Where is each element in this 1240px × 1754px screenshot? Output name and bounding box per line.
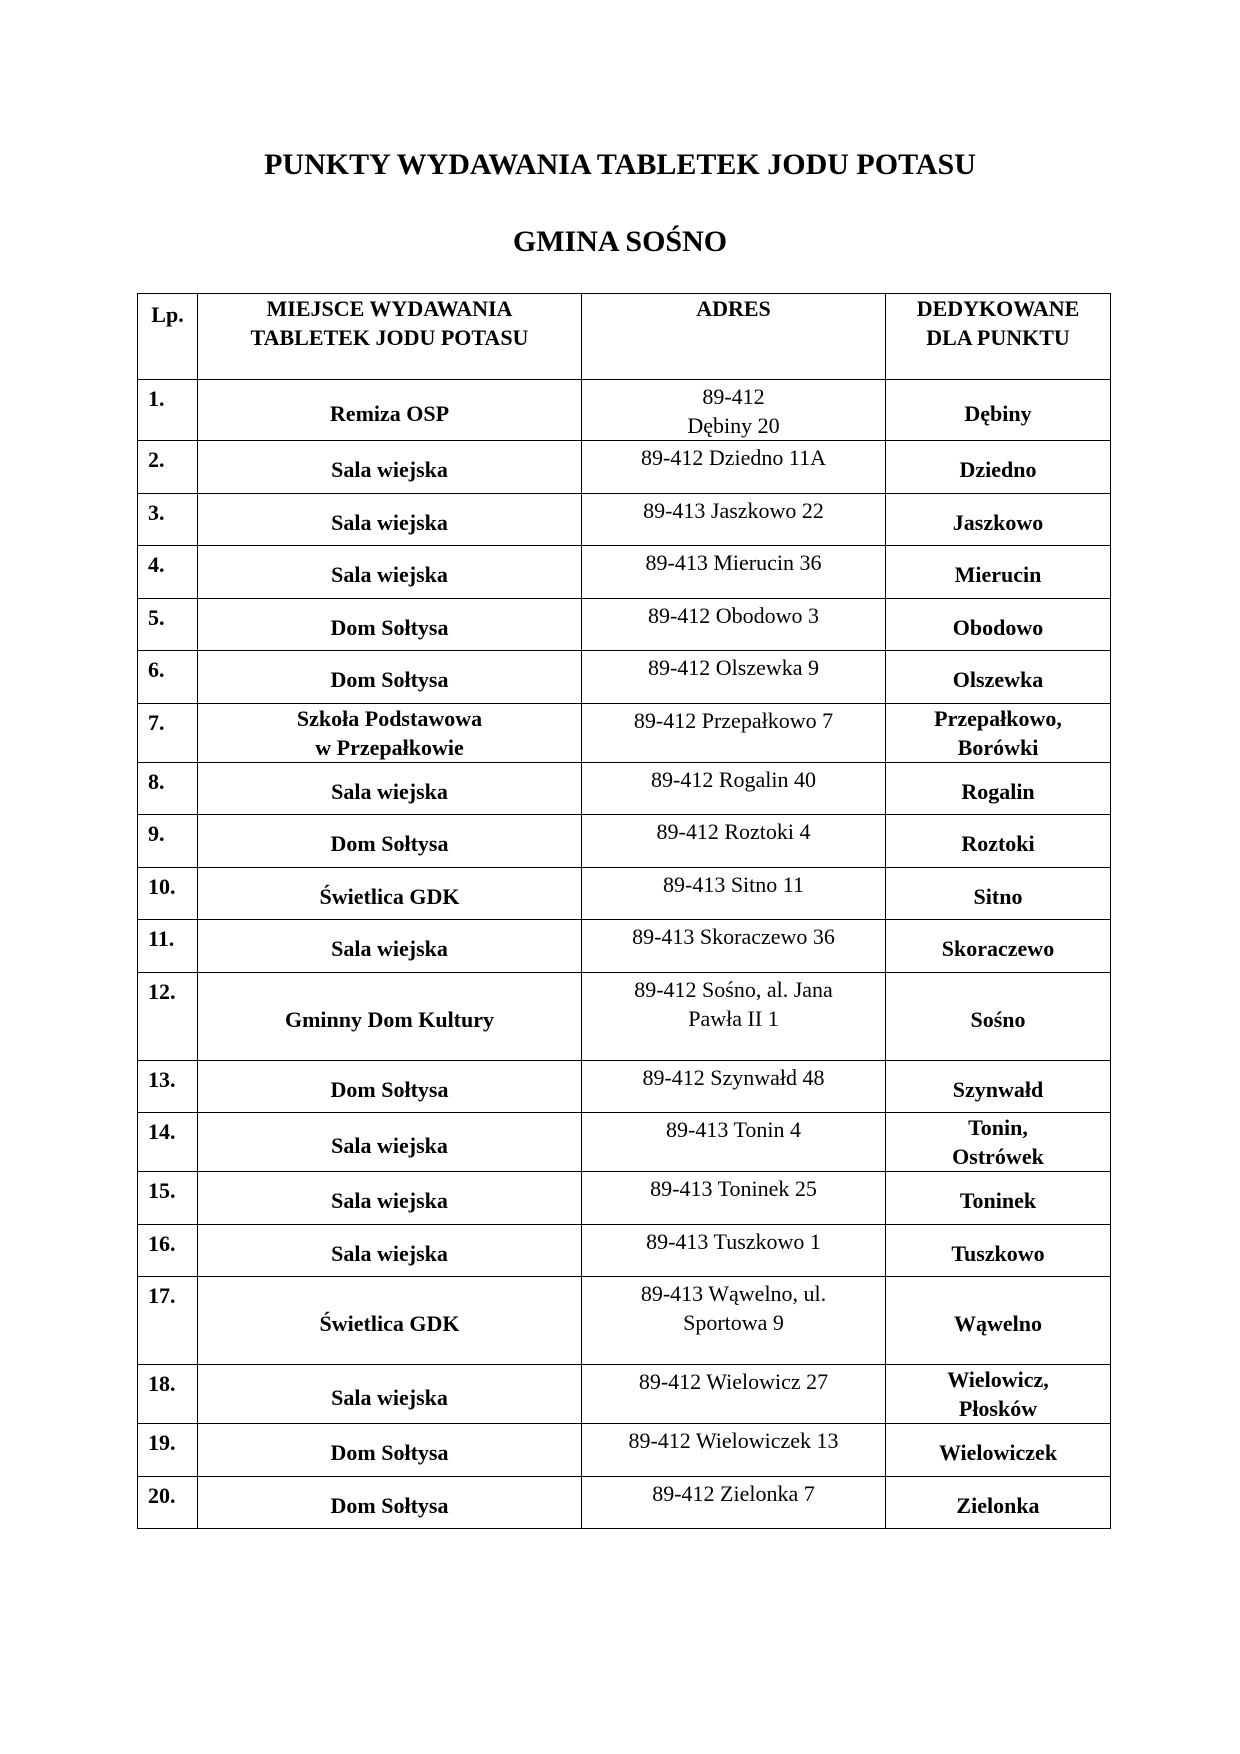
cell-lp: 9.: [138, 815, 198, 868]
cell-address: [582, 598, 886, 651]
cell-dedicated-line: Wielowicz,: [947, 1367, 1049, 1392]
cell-address-line: Sportowa 9: [683, 1310, 784, 1335]
cell-place-line: Remiza OSP: [329, 400, 450, 426]
cell-place: [198, 1224, 582, 1277]
table-row: [138, 972, 1111, 1060]
table-row: [138, 867, 1111, 920]
header-place-line2: TABLETEK JODU POTASU: [250, 325, 529, 350]
cell-address-line: Dębiny 20: [687, 413, 780, 438]
table-row: [138, 762, 1111, 815]
cell-place-line: Sala wiejska: [331, 1240, 448, 1266]
cell-address: [582, 1060, 886, 1113]
cell-lp: 2.: [138, 441, 198, 494]
table-row: [138, 1113, 1111, 1172]
table-row: [138, 703, 1111, 762]
cell-dedicated: [886, 441, 1111, 494]
cell-dedicated-line: Sośno: [970, 1006, 1026, 1032]
cell-place-line: w Przepałkowie: [315, 734, 464, 760]
cell-dedicated-line: Sitno: [973, 883, 1023, 909]
cell-place: [198, 493, 582, 546]
cell-place-line: Sala wiejska: [331, 936, 448, 962]
table-row: [138, 598, 1111, 651]
cell-place-line: Gminny Dom Kultury: [284, 1006, 495, 1032]
cell-lp: 4.: [138, 546, 198, 599]
table-row: [138, 1172, 1111, 1225]
cell-place: [198, 546, 582, 599]
cell-place: [198, 1277, 582, 1365]
cell-dedicated: [886, 380, 1111, 441]
cell-dedicated-line: Zielonka: [956, 1492, 1040, 1518]
cell-address-line: 89-412 Olszewka 9: [647, 655, 820, 680]
cell-lp: 17.: [138, 1277, 198, 1365]
cell-dedicated-line: Skoraczewo: [941, 936, 1055, 962]
cell-dedicated-line: Przepałkowo,: [934, 705, 1062, 731]
cell-dedicated: [886, 1424, 1111, 1477]
cell-dedicated-line: Jaszkowo: [952, 509, 1044, 535]
cell-place: [198, 651, 582, 704]
cell-place: [198, 380, 582, 441]
cell-place-line: Szkoła Podstawowa: [296, 705, 483, 731]
table-header-row: [138, 294, 1111, 380]
cell-place-line: Świetlica GDK: [319, 1311, 460, 1336]
cell-address-line: 89-412 Dziedno 11A: [641, 445, 826, 470]
page-subtitle: GMINA SOŚNO: [512, 225, 728, 258]
table-row: [138, 920, 1111, 973]
cell-dedicated-line: Roztoki: [961, 831, 1035, 857]
table-row: [138, 1060, 1111, 1113]
cell-dedicated: [886, 762, 1111, 815]
cell-place: [198, 762, 582, 815]
cell-lp: 16.: [138, 1224, 198, 1277]
cell-dedicated-line: Obodowo: [952, 614, 1044, 640]
table-row: [138, 380, 1111, 441]
cell-lp: 20.: [138, 1476, 198, 1529]
cell-address-line: Pawła II 1: [688, 1005, 779, 1031]
table-body: [138, 380, 1111, 1529]
cell-dedicated: [886, 1113, 1111, 1172]
cell-address-line: 89-413 Tuszkowo 1: [646, 1228, 821, 1254]
header-address: ADRES: [582, 294, 886, 380]
cell-place: [198, 1172, 582, 1225]
table-row: [138, 815, 1111, 868]
cell-address: [582, 1113, 886, 1172]
cell-address: [582, 1476, 886, 1529]
cell-place-line: Dom Sołtysa: [330, 667, 449, 693]
cell-dedicated: [886, 1060, 1111, 1113]
cell-lp: 5.: [138, 598, 198, 651]
cell-dedicated: [886, 651, 1111, 704]
header-dedicated: [886, 294, 1111, 380]
table-row: [138, 441, 1111, 494]
table-row: [138, 1224, 1111, 1277]
cell-address-line: 89-412 Wielowiczek 13: [628, 1428, 839, 1453]
cell-address: [582, 920, 886, 973]
cell-place-line: Dom Sołtysa: [330, 1076, 449, 1102]
cell-dedicated-line: Borówki: [957, 734, 1039, 760]
cell-dedicated: [886, 546, 1111, 599]
table-row: [138, 1277, 1111, 1365]
cell-address-line: 89-412 Wielowicz 27: [638, 1369, 829, 1394]
cell-address-line: 89-413 Sitno 11: [663, 871, 804, 897]
cell-dedicated-line: Tonin,: [968, 1115, 1028, 1140]
cell-dedicated-line: Ostrówek: [952, 1144, 1044, 1169]
cell-address-line: 89-413 Tonin 4: [666, 1117, 801, 1142]
cell-dedicated: [886, 815, 1111, 868]
cell-dedicated: [886, 972, 1111, 1060]
cell-address-line: 89-412 Roztoki 4: [656, 819, 811, 844]
cell-address-line: 89-413 Toninek 25: [650, 1176, 817, 1201]
page-title: PUNKTY WYDAWANIA TABLETEK JODU POTASU: [264, 148, 976, 181]
cell-dedicated-line: Mierucin: [954, 562, 1042, 588]
cell-dedicated-line: Płosków: [958, 1396, 1038, 1421]
cell-lp: 13.: [138, 1060, 198, 1113]
cell-lp: 8.: [138, 762, 198, 815]
cell-place: [198, 972, 582, 1060]
cell-address-line: 89-412 Szynwałd 48: [642, 1064, 825, 1090]
cell-address-line: 89-413 Mierucin 36: [645, 550, 822, 575]
header-dedicated-line1: DEDYKOWANE: [916, 296, 1080, 321]
cell-place-line: Sala wiejska: [331, 778, 448, 804]
cell-address: [582, 972, 886, 1060]
table-row: [138, 651, 1111, 704]
cell-dedicated-line: Toninek: [959, 1188, 1037, 1214]
cell-address-line: 89-413 Wąwelno, ul.: [640, 1281, 827, 1306]
cell-address-line: 89-412 Zielonka 7: [652, 1480, 815, 1506]
cell-lp: 12.: [138, 972, 198, 1060]
cell-lp: 11.: [138, 920, 198, 973]
cell-address-line: 89-412 Sośno, al. Jana: [634, 976, 833, 1002]
cell-address: [582, 380, 886, 441]
cell-place-line: Sala wiejska: [331, 1132, 448, 1158]
cell-address: [582, 762, 886, 815]
header-dedicated-line2: DLA PUNKTU: [926, 325, 1070, 350]
table-row: [138, 1365, 1111, 1424]
cell-lp: 6.: [138, 651, 198, 704]
cell-lp: 19.: [138, 1424, 198, 1477]
cell-address: [582, 651, 886, 704]
cell-place: [198, 815, 582, 868]
cell-place: [198, 441, 582, 494]
table-row: [138, 1424, 1111, 1477]
cell-dedicated: [886, 598, 1111, 651]
cell-dedicated: [886, 1365, 1111, 1424]
cell-address-line: 89-412 Rogalin 40: [651, 766, 816, 792]
cell-place: [198, 598, 582, 651]
table-row: [138, 493, 1111, 546]
cell-place: [198, 920, 582, 973]
cell-lp: 10.: [138, 867, 198, 920]
cell-lp: 3.: [138, 493, 198, 546]
cell-dedicated-line: Wąwelno: [954, 1311, 1042, 1336]
cell-dedicated: [886, 920, 1111, 973]
cell-place-line: Dom Sołtysa: [330, 831, 449, 857]
cell-dedicated: [886, 1277, 1111, 1365]
cell-address-line: 89-412 Obodowo 3: [647, 602, 820, 628]
cell-place: [198, 1060, 582, 1113]
cell-place: [198, 867, 582, 920]
cell-lp: 14.: [138, 1113, 198, 1172]
cell-address: [582, 703, 886, 762]
cell-place-line: Sala wiejska: [331, 457, 448, 483]
cell-address-line: 89-413 Skoraczewo 36: [632, 924, 835, 949]
cell-address: [582, 1424, 886, 1477]
cell-address: [582, 1224, 886, 1277]
cell-place-line: Dom Sołtysa: [330, 614, 449, 640]
cell-dedicated-line: Tuszkowo: [951, 1240, 1045, 1266]
cell-dedicated: [886, 1224, 1111, 1277]
cell-place: [198, 1476, 582, 1529]
cell-place-line: Sala wiejska: [331, 509, 448, 535]
distribution-points-table: [137, 293, 1111, 1529]
cell-address: [582, 493, 886, 546]
cell-dedicated: [886, 703, 1111, 762]
cell-place-line: Świetlica GDK: [319, 883, 460, 909]
cell-place-line: Sala wiejska: [331, 562, 448, 588]
cell-lp: 18.: [138, 1365, 198, 1424]
header-place: [198, 294, 582, 380]
cell-address: [582, 1172, 886, 1225]
cell-place-line: Dom Sołtysa: [330, 1440, 449, 1466]
cell-dedicated: [886, 493, 1111, 546]
cell-lp: 1.: [138, 380, 198, 441]
cell-dedicated-line: Szynwałd: [952, 1076, 1044, 1102]
cell-address: [582, 441, 886, 494]
cell-address-line: 89-412 Przepałkowo 7: [633, 707, 834, 733]
cell-dedicated: [886, 1476, 1111, 1529]
cell-dedicated-line: Rogalin: [961, 778, 1035, 804]
cell-dedicated-line: Wielowiczek: [938, 1440, 1058, 1466]
cell-dedicated-line: Dziedno: [959, 457, 1037, 483]
cell-address: [582, 815, 886, 868]
cell-address-line: 89-412: [702, 384, 765, 409]
cell-address: [582, 1365, 886, 1424]
cell-address-line: 89-413 Jaszkowo 22: [643, 497, 824, 523]
cell-place: [198, 1365, 582, 1424]
cell-lp: 7.: [138, 703, 198, 762]
cell-place: [198, 1424, 582, 1477]
cell-place-line: Dom Sołtysa: [330, 1492, 449, 1518]
header-lp: Lp.: [138, 294, 198, 380]
cell-place-line: Sala wiejska: [331, 1188, 448, 1214]
cell-lp: 15.: [138, 1172, 198, 1225]
cell-place-line: Sala wiejska: [331, 1384, 448, 1410]
cell-dedicated: [886, 867, 1111, 920]
header-place-line1: MIEJSCE WYDAWANIA: [266, 296, 513, 321]
cell-address: [582, 1277, 886, 1365]
cell-address: [582, 546, 886, 599]
cell-dedicated-line: Dębiny: [964, 400, 1032, 426]
cell-place: [198, 1113, 582, 1172]
cell-place: [198, 703, 582, 762]
cell-address: [582, 867, 886, 920]
table-row: [138, 546, 1111, 599]
cell-dedicated: [886, 1172, 1111, 1225]
table-row: [138, 1476, 1111, 1529]
cell-dedicated-line: Olszewka: [952, 667, 1044, 693]
